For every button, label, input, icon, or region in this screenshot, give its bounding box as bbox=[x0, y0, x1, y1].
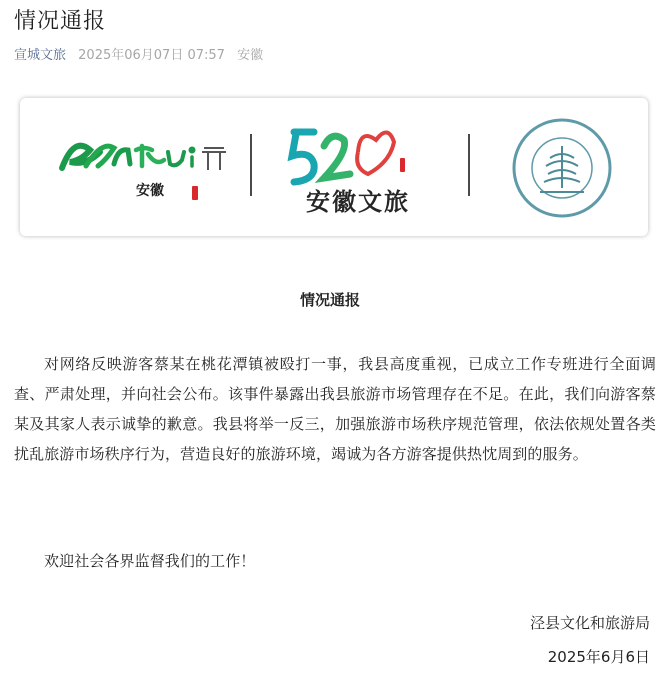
520-logo bbox=[280, 118, 450, 218]
account-name-link[interactable]: 宣城文旅 bbox=[14, 48, 67, 63]
notice-paragraph-closing: 欢迎社会各界监督我们的工作！ bbox=[44, 552, 256, 570]
volunteer-seal-logo bbox=[510, 116, 614, 220]
publish-datetime: 2025年06月07日 07:57 bbox=[78, 48, 225, 63]
signature-date: 2025年6月6日 bbox=[547, 648, 650, 666]
seal-graphic bbox=[510, 116, 614, 220]
anhui-logo-text: 安徽 bbox=[136, 183, 164, 199]
article-meta bbox=[14, 44, 263, 63]
anhui-culture-tourism-text: 安徽文旅 bbox=[306, 187, 410, 216]
signature-organization: 泾县文化和旅游局 bbox=[529, 614, 650, 632]
banner-divider bbox=[250, 134, 252, 196]
publish-location: 安徽 bbox=[237, 48, 264, 63]
notice-heading: 情况通报 bbox=[299, 291, 360, 309]
article-title: 情况通报 bbox=[14, 9, 107, 34]
anhui-logo bbox=[56, 130, 236, 210]
logo-banner bbox=[20, 98, 648, 236]
notice-paragraph-main: 对网络反映游客蔡某在桃花潭镇被殴打一事，我县高度重视，已成立工作专班进行全面调查、严肃处理，并向社会公布。该事件暴露出我县旅游市场管理存在不足。在此，我们向游客蔡某及其家人表示诚挚的歉意。我县将举一反三，加强旅游市场秩序规范管理，依法依规处置各类扰乱旅游市场秩序行为，营造良好的旅游环境，竭诚为各方游客提供热忱周到的服务。 bbox=[14, 355, 656, 463]
banner-divider bbox=[468, 134, 470, 196]
